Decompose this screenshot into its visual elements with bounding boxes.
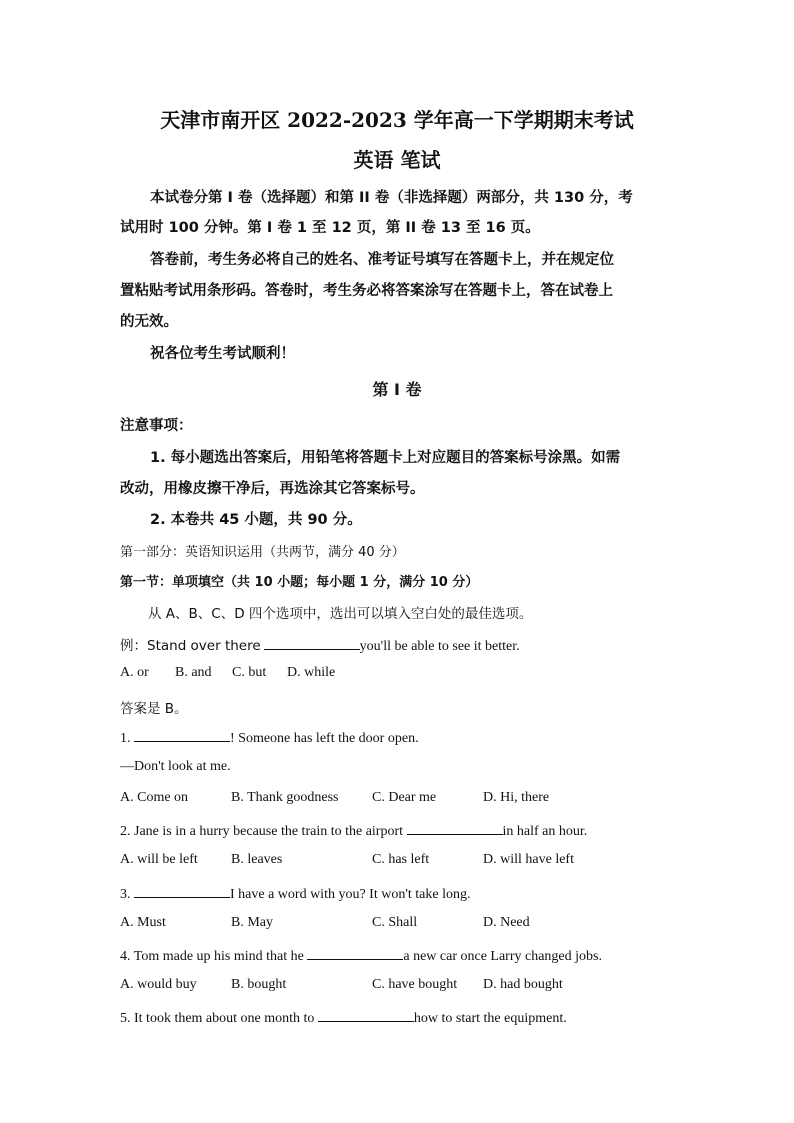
question-3-option-b: B. May	[231, 915, 273, 930]
question-4-prefix: 4. Tom made up his mind that he	[120, 949, 304, 964]
question-4-option-d: D. had bought	[483, 977, 563, 992]
intro-paragraph-2-line-2: 置粘贴考试用条形码。答卷时，考生务必将答案涂写在答题卡上，答在试卷上	[120, 283, 613, 299]
intro-paragraph-2-line-1: 答卷前，考生务必将自己的姓名、准考证号填写在答题卡上，并在规定位	[150, 252, 614, 268]
question-3-option-d: D. Need	[483, 915, 530, 930]
answer-blank	[134, 884, 230, 898]
section-1-heading: 第一节：单项填空（共 10 小题；每小题 1 分，满分 10 分）	[120, 575, 479, 590]
answer-blank	[407, 821, 503, 835]
question-5	[120, 1008, 567, 1027]
question-1	[120, 728, 419, 747]
question-4-option-a: A. would buy	[120, 977, 197, 992]
note-2: 2. 本卷共 45 小题，共 90 分。	[150, 512, 362, 528]
question-2-option-a: A. will be left	[120, 852, 198, 867]
question-4	[120, 946, 602, 965]
answer-blank	[134, 728, 230, 742]
question-3	[120, 884, 470, 903]
question-1-option-a: A. Come on	[120, 790, 189, 805]
question-2	[120, 821, 587, 840]
exam-subtitle: 英语 笔试	[353, 148, 441, 172]
answer-blank	[307, 946, 403, 960]
question-5-suffix: how to start the equipment.	[413, 1011, 567, 1026]
example-option-c: C. but	[232, 665, 267, 680]
intro-paragraph-1-line-2: 试用时 100 分钟。第 I 卷 1 至 12 页，第 II 卷 13 至 16 页。	[120, 220, 540, 236]
question-1-option-c: C. Dear me	[372, 790, 437, 805]
question-1-option-d: D. Hi, there	[483, 790, 550, 805]
answer-blank	[318, 1008, 414, 1022]
question-3-option-a: A. Must	[120, 915, 166, 930]
intro-paragraph-1-line-1: 本试卷分第 I 卷（选择题）和第 II 卷（非选择题）两部分，共 130 分，考	[150, 190, 633, 206]
question-4-suffix: a new car once Larry changed jobs.	[403, 949, 602, 964]
example-suffix: you'll be able to see it better.	[359, 639, 520, 654]
volume-heading: 第 I 卷	[372, 380, 422, 399]
question-5-prefix: 5. It took them about one month to	[120, 1011, 315, 1026]
question-1-option-b: B. Thank goodness	[231, 790, 339, 805]
example-prefix: 例：Stand over there	[120, 638, 261, 654]
example-answer: 答案是 B。	[120, 701, 188, 717]
note-1-line-2: 改动，用橡皮擦干净后，再选涂其它答案标号。	[120, 481, 425, 497]
example-question	[120, 634, 520, 655]
question-1-suffix: ! Someone has left the door open.	[230, 731, 419, 746]
part-1-heading: 第一部分：英语知识运用（共两节，满分 40 分）	[120, 545, 405, 560]
question-2-suffix: in half an hour.	[502, 824, 588, 839]
exam-title: 天津市南开区 2022-2023 学年高一下学期期末考试	[160, 108, 634, 132]
notes-title: 注意事项：	[120, 418, 193, 434]
question-2-prefix: 2. Jane is in a hurry because the train to the airport	[120, 824, 404, 839]
example-option-d: D. while	[287, 665, 336, 680]
good-luck-line: 祝各位考生考试顺利！	[150, 346, 295, 362]
question-2-option-b: B. leaves	[231, 852, 283, 867]
question-1-response: —Don't look at me.	[120, 759, 231, 774]
intro-paragraph-2-line-3: 的无效。	[120, 314, 178, 330]
note-1-line-1: 1. 每小题选出答案后，用铅笔将答题卡上对应题目的答案标号涂黑。如需	[150, 450, 621, 466]
example-option-a: A. or	[120, 665, 149, 680]
question-4-option-b: B. bought	[231, 977, 287, 992]
question-3-option-c: C. Shall	[372, 915, 418, 930]
answer-blank	[264, 636, 360, 650]
question-2-option-c: C. has left	[372, 852, 430, 867]
question-3-suffix: I have a word with you? It won't take long.	[230, 887, 471, 902]
question-4-option-c: C. have bought	[372, 977, 458, 992]
example-option-b: B. and	[175, 665, 212, 680]
question-3-prefix: 3.	[120, 887, 131, 902]
instruction-line: 从 A、B、C、D 四个选项中，选出可以填入空白处的最佳选项。	[148, 606, 533, 622]
question-2-option-d: D. will have left	[483, 852, 574, 867]
question-1-prefix: 1.	[120, 731, 131, 746]
